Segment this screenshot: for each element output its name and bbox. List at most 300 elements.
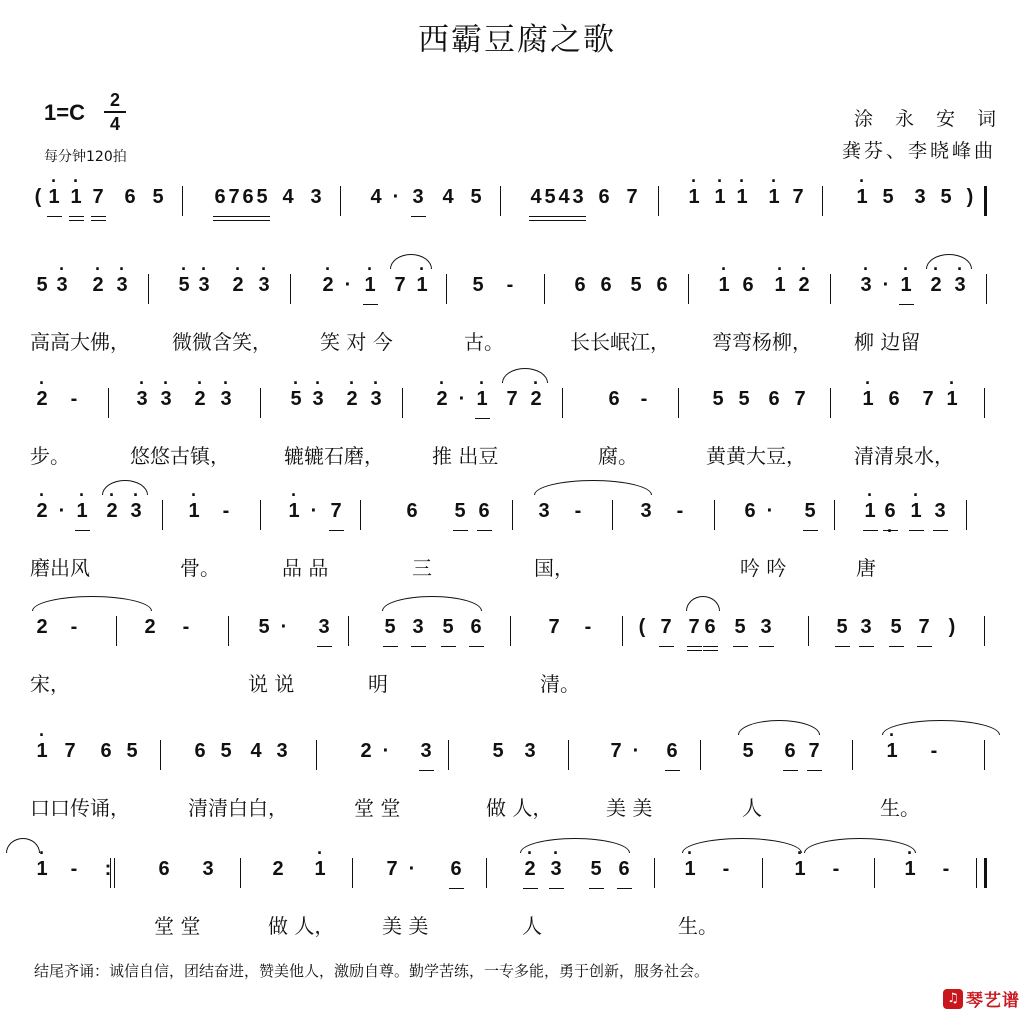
note: · 1 <box>854 186 870 209</box>
time-top: 2 <box>109 90 120 110</box>
underline-beam-double <box>557 220 572 221</box>
lyricist-credit: 涂永安词 <box>853 108 1018 130</box>
note: · 3 <box>256 274 272 297</box>
note: · 1 <box>362 274 378 297</box>
note: 3 <box>538 500 550 522</box>
lyrics-line <box>22 440 1012 468</box>
note: 6 <box>784 740 796 762</box>
note: 5 <box>126 740 138 762</box>
note: 7 <box>792 186 804 208</box>
note: - <box>584 616 592 638</box>
underline-beam <box>523 888 538 889</box>
note: 7 <box>506 388 518 410</box>
note: · <box>58 500 66 522</box>
note: · 2 <box>344 388 360 411</box>
note: - <box>832 858 840 880</box>
underline-beam <box>549 888 564 889</box>
note: 6 <box>666 740 678 762</box>
note: 7 <box>330 500 342 522</box>
note: · 1 <box>862 500 878 523</box>
underline-beam <box>419 770 434 771</box>
bar-line <box>446 274 447 304</box>
lyric-phrase: 国， <box>534 556 574 580</box>
bar-line <box>148 274 149 304</box>
bar-line <box>700 740 701 770</box>
lyric-phrase: 微微含笑， <box>172 330 272 354</box>
note: - <box>70 616 78 638</box>
note: 6 <box>406 500 418 522</box>
note: 3 <box>934 500 946 522</box>
bar-line <box>260 500 261 530</box>
bar-line <box>260 388 261 418</box>
song-title: 西霸豆腐之歌 <box>418 22 616 58</box>
note: 5 <box>882 186 894 208</box>
staff-notes <box>22 854 1012 898</box>
note: 2 <box>272 858 284 880</box>
note: · 3 <box>858 274 874 297</box>
note: - <box>640 388 648 410</box>
note: 4 <box>282 186 294 208</box>
note: 3 <box>276 740 288 762</box>
bar-line <box>402 388 403 418</box>
note: 7 <box>688 616 700 638</box>
bar-line <box>500 186 501 216</box>
note: - <box>70 858 78 880</box>
note: · <box>280 616 288 638</box>
note: · 1 <box>414 274 430 297</box>
underline-beam-double <box>91 220 106 221</box>
note: 6 <box>100 740 112 762</box>
slur-tie <box>682 838 802 853</box>
note: 5 <box>220 740 232 762</box>
note: 6 <box>600 274 612 296</box>
note: · 1 <box>46 186 62 209</box>
staff-line-2 <box>22 270 1012 374</box>
bar-line <box>654 858 655 888</box>
underline-beam <box>475 418 490 419</box>
note: · 1 <box>74 500 90 523</box>
note: · 3 <box>158 388 174 411</box>
lyric-phrase: 腐。 <box>598 444 638 468</box>
lyric-phrase: 吟 吟 <box>740 556 787 580</box>
time-signature <box>104 90 126 134</box>
note: 3 <box>310 186 322 208</box>
note: 6 <box>478 500 490 522</box>
note: 6 <box>450 858 462 880</box>
lyrics-line <box>22 910 1012 938</box>
note: 7 <box>794 388 806 410</box>
note: · 3 <box>114 274 130 297</box>
staff-notes <box>22 182 1012 226</box>
note: · 1 <box>734 186 750 209</box>
underline-beam <box>687 646 702 647</box>
note: · 1 <box>186 500 202 523</box>
lyric-phrase: 笑 对 今 <box>320 330 393 354</box>
underline-beam <box>411 646 426 647</box>
note: 6 <box>158 858 170 880</box>
bar-line <box>360 500 361 530</box>
note: · <box>392 186 400 208</box>
bar-line <box>976 858 977 888</box>
note: 5 <box>742 740 754 762</box>
underline-beam <box>589 888 604 889</box>
underline-beam-double <box>213 220 228 221</box>
bar-line <box>340 186 341 216</box>
underline-beam-double <box>255 220 270 221</box>
note: · 2 <box>522 858 538 881</box>
note: · 1 <box>902 858 918 881</box>
note: · <box>408 858 416 880</box>
note: · 3 <box>128 500 144 523</box>
note: · 2 <box>434 388 450 411</box>
note: · 3 <box>368 388 384 411</box>
note: 6 <box>214 186 226 208</box>
staff-line-6 <box>22 736 1012 840</box>
staff-notes <box>22 612 1012 656</box>
bar-line <box>544 274 545 304</box>
underline-beam <box>477 530 492 531</box>
bar-line <box>966 500 967 530</box>
bar-line <box>510 616 511 646</box>
note: 5 <box>442 616 454 638</box>
logo-icon: ♫ <box>943 989 963 1009</box>
underline-beam-double <box>529 220 544 221</box>
bar-line <box>852 740 853 770</box>
lyric-phrase: 黄黄大豆， <box>706 444 806 468</box>
note: ) <box>966 186 974 208</box>
note: · 1 <box>312 858 328 881</box>
underline-beam <box>933 530 948 531</box>
staff-line-7 <box>22 854 1012 958</box>
note: · 1 <box>898 274 914 297</box>
underline-beam <box>469 646 484 647</box>
bar-line <box>834 500 835 530</box>
note: 5 <box>734 616 746 638</box>
bar-line <box>486 858 487 888</box>
lyric-phrase: 宋， <box>30 672 70 696</box>
lyric-phrase: 骨。 <box>180 556 220 580</box>
note: · <box>310 500 318 522</box>
note: 5 <box>492 740 504 762</box>
lyric-phrase: 磨出风 <box>30 556 90 580</box>
note: 3 <box>572 186 584 208</box>
lyric-phrase: 推 出豆 <box>432 444 499 468</box>
note: : <box>104 858 112 880</box>
underline-beam <box>617 888 632 889</box>
note: 5 <box>256 186 268 208</box>
underline-beam <box>783 770 798 771</box>
note: - <box>506 274 514 296</box>
note: · 5 <box>288 388 304 411</box>
bar-line <box>874 858 875 888</box>
lyric-phrase: 堂 堂 <box>354 796 401 820</box>
lyric-phrase: 堂 堂 <box>154 914 201 938</box>
lyric-phrase: 明 <box>368 672 388 696</box>
note: 5 <box>454 500 466 522</box>
bar-line <box>512 500 513 530</box>
staff-notes <box>22 496 1012 540</box>
note: 4 <box>250 740 262 762</box>
lyric-phrase: 悠悠古镇， <box>130 444 230 468</box>
bar-line <box>108 388 109 418</box>
lyric-phrase: 步。 <box>30 444 70 468</box>
note: · 1 <box>286 500 302 523</box>
underline-beam <box>703 646 718 647</box>
bar-line <box>830 274 831 304</box>
time-bottom: 4 <box>109 114 120 134</box>
note: 3 <box>420 740 432 762</box>
note: 5 <box>836 616 848 638</box>
note: 5 <box>712 388 724 410</box>
lyric-phrase: 柳 边留 <box>854 330 921 354</box>
bar-line <box>762 858 763 888</box>
lyrics-line <box>22 552 1012 580</box>
underline-beam <box>75 530 90 531</box>
note: · 2 <box>34 388 50 411</box>
note: · 1 <box>792 858 808 881</box>
bar-line <box>228 616 229 646</box>
underline-beam <box>255 216 270 217</box>
bar-line <box>160 740 161 770</box>
underline-beam <box>659 646 674 647</box>
underline-beam <box>453 530 468 531</box>
underline-beam-double <box>241 220 256 221</box>
lyric-phrase: 做 人， <box>268 914 335 938</box>
bar-line <box>622 616 623 646</box>
underline-beam <box>543 216 558 217</box>
lyrics-line <box>22 326 1012 354</box>
staff-line-4 <box>22 496 1012 600</box>
lyric-phrase: 长长岷江， <box>570 330 670 354</box>
underline-beam <box>889 646 904 647</box>
staff-line-5 <box>22 612 1012 716</box>
note: - <box>70 388 78 410</box>
underline-beam <box>759 646 774 647</box>
note: ) <box>948 616 956 638</box>
note: 6 <box>608 388 620 410</box>
note: · 3 <box>196 274 212 297</box>
lyric-phrase: 做 人， <box>486 796 553 820</box>
note: 3 <box>640 500 652 522</box>
underline-beam <box>883 530 898 531</box>
note: 6 <box>598 186 610 208</box>
bar-line <box>568 740 569 770</box>
note: 7 <box>808 740 820 762</box>
note: · 2 <box>928 274 944 297</box>
note: 3 <box>860 616 872 638</box>
note: 6 <box>124 186 136 208</box>
lyric-phrase: 人 <box>742 796 762 820</box>
note: - <box>574 500 582 522</box>
note: 7 <box>394 274 406 296</box>
note: 3 <box>524 740 536 762</box>
note: · 1 <box>34 858 50 881</box>
note: 2 <box>36 616 48 638</box>
note: 5 <box>258 616 270 638</box>
lyric-phrase: 高高大佛， <box>30 330 130 354</box>
note: 2 <box>144 616 156 638</box>
key-signature: 1=C <box>44 100 85 125</box>
note: ( <box>638 616 646 638</box>
note: · 2 <box>796 274 812 297</box>
underline-beam-double <box>69 220 84 221</box>
note: 4 <box>558 186 570 208</box>
note: · <box>766 500 774 522</box>
underline-beam <box>557 216 572 217</box>
ending-recitation: 结尾齐诵：诚信自信，团结奋进，赞美他人，激励自尊。勤学苦练，一专多能，勇于创新，服务社会。 <box>34 962 710 980</box>
note: · 2 <box>192 388 208 411</box>
lyrics-line <box>22 668 1012 696</box>
note: 7 <box>64 740 76 762</box>
bar-line <box>448 740 449 770</box>
bar-line <box>678 388 679 418</box>
bar-line <box>984 388 985 418</box>
underline-beam <box>441 646 456 647</box>
note: 7 <box>386 858 398 880</box>
lyric-phrase: 美 美 <box>606 796 653 820</box>
bar-line <box>290 274 291 304</box>
note: 6 <box>194 740 206 762</box>
lyric-phrase: 古。 <box>464 330 504 354</box>
note: · 1 <box>68 186 84 209</box>
underline-beam <box>329 530 344 531</box>
bar-line <box>984 858 987 888</box>
note: · 1 <box>860 388 876 411</box>
underline-beam <box>69 216 84 217</box>
note: 3 <box>760 616 772 638</box>
slur-tie <box>6 838 40 853</box>
lyric-phrase: 品 品 <box>282 556 329 580</box>
note: 3 <box>412 616 424 638</box>
underline-beam <box>909 530 924 531</box>
time-bar <box>104 111 126 113</box>
bar-line <box>822 186 823 216</box>
staff-notes <box>22 384 1012 428</box>
composer-credit: 龚芬、李晓峰曲 <box>841 140 996 162</box>
underline-beam <box>383 646 398 647</box>
note: · 1 <box>944 388 960 411</box>
note: · <box>882 274 890 296</box>
note: 3 <box>202 858 214 880</box>
bar-line <box>688 274 689 304</box>
note: 4 <box>442 186 454 208</box>
underline-beam-double <box>687 650 702 651</box>
bar-line <box>612 500 613 530</box>
underline-beam-double <box>543 220 558 221</box>
underline-beam <box>859 646 874 647</box>
note: 6 <box>744 500 756 522</box>
note: · 1 <box>772 274 788 297</box>
note: 5 <box>940 186 952 208</box>
note: 7 <box>610 740 622 762</box>
lyric-phrase: 清清白白， <box>188 796 288 820</box>
note: - <box>722 858 730 880</box>
slur-tie <box>738 720 820 735</box>
note: · 2 <box>104 500 120 523</box>
underline-beam <box>899 304 914 305</box>
lyric-phrase: 清。 <box>540 672 580 696</box>
note: · 2 <box>528 388 544 411</box>
logo-text: 琴艺谱 <box>966 991 1020 1011</box>
note: - <box>942 858 950 880</box>
underline-beam <box>917 646 932 647</box>
note: · <box>632 740 640 762</box>
bar-line <box>162 500 163 530</box>
lyric-phrase: 说 说 <box>248 672 295 696</box>
note: 2 <box>360 740 372 762</box>
note: · 1 <box>884 740 900 763</box>
underline-beam <box>529 216 544 217</box>
bar-line <box>984 740 985 770</box>
underline-beam <box>91 216 106 217</box>
underline-beam <box>363 304 378 305</box>
note: · 3 <box>134 388 150 411</box>
bar-line <box>348 616 349 646</box>
note: 6 · <box>882 500 898 523</box>
note: 7 <box>626 186 638 208</box>
underline-beam <box>835 646 850 647</box>
bar-line <box>116 616 117 646</box>
note: - <box>182 616 190 638</box>
note: 6 <box>618 858 630 880</box>
note: · <box>382 740 390 762</box>
slur-tie <box>882 720 1000 735</box>
note: 4 <box>530 186 542 208</box>
note: · 1 <box>712 186 728 209</box>
underline-beam-double <box>703 650 718 651</box>
note: 6 <box>574 274 586 296</box>
lyric-phrase: 辘辘石磨， <box>284 444 384 468</box>
note: 4 <box>370 186 382 208</box>
lyric-phrase: 唐 <box>856 556 876 580</box>
note: 5 <box>804 500 816 522</box>
note: · <box>344 274 352 296</box>
note: 5 <box>544 186 556 208</box>
note: 6 <box>242 186 254 208</box>
note: · 5 <box>176 274 192 297</box>
bar-line <box>658 186 659 216</box>
staff-notes <box>22 736 1012 780</box>
note: 3 <box>412 186 424 208</box>
note: 7 <box>918 616 930 638</box>
lyric-phrase: 生。 <box>678 914 718 938</box>
note: · 2 <box>34 500 50 523</box>
note: 5 <box>152 186 164 208</box>
bar-line <box>110 858 111 888</box>
underline-beam <box>571 216 586 217</box>
note: 5 <box>36 274 48 296</box>
note: · 1 <box>682 858 698 881</box>
bar-line <box>316 740 317 770</box>
lyric-phrase: 清清泉水， <box>854 444 954 468</box>
note: · 2 <box>320 274 336 297</box>
note: 5 <box>738 388 750 410</box>
note: - <box>222 500 230 522</box>
underline-beam <box>411 216 426 217</box>
underline-beam <box>227 216 242 217</box>
note: · 3 <box>548 858 564 881</box>
note: 7 <box>92 186 104 208</box>
lyric-phrase: 口口传诵， <box>30 796 130 820</box>
note: · 2 <box>230 274 246 297</box>
note: 7 <box>660 616 672 638</box>
bar-line <box>830 388 831 418</box>
note: - <box>930 740 938 762</box>
staff-notes <box>22 270 1012 314</box>
staff-line-3 <box>22 384 1012 488</box>
note: 3 <box>914 186 926 208</box>
note: ( <box>34 186 42 208</box>
